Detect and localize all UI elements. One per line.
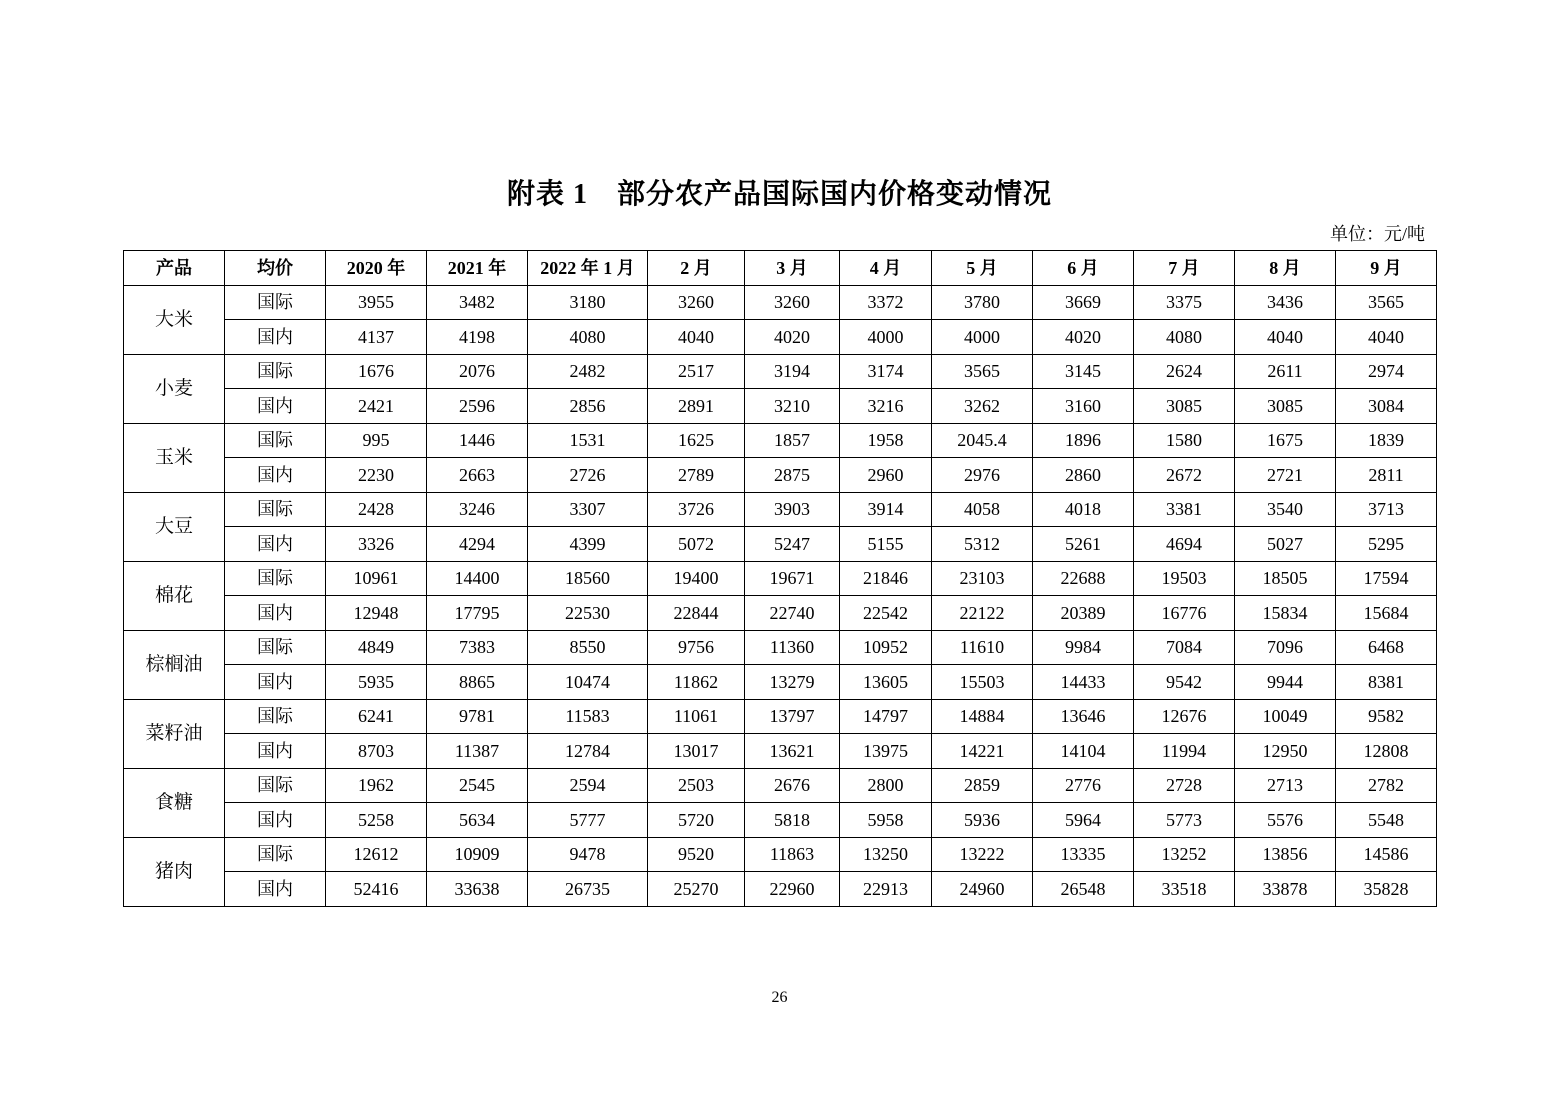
price-type-cell: 国际: [225, 561, 326, 596]
header-cell: 4 月: [840, 251, 932, 286]
price-value-cell: 11583: [528, 699, 648, 734]
price-value-cell: 25270: [648, 872, 745, 907]
price-value-cell: 6468: [1336, 630, 1437, 665]
price-value-cell: 14797: [840, 699, 932, 734]
table-row: [124, 768, 1437, 803]
price-value-cell: 3084: [1336, 389, 1437, 424]
price-value-cell: 2663: [427, 458, 528, 493]
price-value-cell: 4040: [1336, 320, 1437, 355]
price-value-cell: 4040: [1235, 320, 1336, 355]
price-type-cell: 国内: [225, 320, 326, 355]
table-row: [124, 527, 1437, 562]
price-value-cell: 2776: [1033, 768, 1134, 803]
price-value-cell: 3307: [528, 492, 648, 527]
price-value-cell: 5958: [840, 803, 932, 838]
price-value-cell: 33638: [427, 872, 528, 907]
product-name-cell: 食糖: [124, 768, 225, 837]
price-value-cell: 14586: [1336, 837, 1437, 872]
price-value-cell: 1839: [1336, 423, 1437, 458]
price-value-cell: 8381: [1336, 665, 1437, 700]
price-value-cell: 995: [326, 423, 427, 458]
price-value-cell: 3713: [1336, 492, 1437, 527]
price-value-cell: 11994: [1134, 734, 1235, 769]
price-value-cell: 3180: [528, 285, 648, 320]
price-value-cell: 4020: [1033, 320, 1134, 355]
header-cell: 2020 年: [326, 251, 427, 286]
price-value-cell: 14884: [932, 699, 1033, 734]
price-value-cell: 2974: [1336, 354, 1437, 389]
price-value-cell: 5312: [932, 527, 1033, 562]
header-cell: 2 月: [648, 251, 745, 286]
price-value-cell: 13279: [745, 665, 840, 700]
price-value-cell: 10961: [326, 561, 427, 596]
price-value-cell: 2517: [648, 354, 745, 389]
table-row: [124, 389, 1437, 424]
table-body: [124, 285, 1437, 906]
price-value-cell: 5634: [427, 803, 528, 838]
header-cell: 7 月: [1134, 251, 1235, 286]
price-type-cell: 国际: [225, 837, 326, 872]
price-value-cell: 4080: [528, 320, 648, 355]
price-value-cell: 4198: [427, 320, 528, 355]
product-name-cell: 大米: [124, 285, 225, 354]
price-value-cell: 33518: [1134, 872, 1235, 907]
header-cell: 6 月: [1033, 251, 1134, 286]
price-value-cell: 4000: [840, 320, 932, 355]
price-value-cell: 15503: [932, 665, 1033, 700]
price-value-cell: 23103: [932, 561, 1033, 596]
price-value-cell: 1625: [648, 423, 745, 458]
price-value-cell: 52416: [326, 872, 427, 907]
table-header-row: [124, 251, 1437, 286]
price-value-cell: 4694: [1134, 527, 1235, 562]
price-value-cell: 12784: [528, 734, 648, 769]
price-type-cell: 国际: [225, 492, 326, 527]
price-value-cell: 1531: [528, 423, 648, 458]
price-value-cell: 3565: [1336, 285, 1437, 320]
price-value-cell: 4399: [528, 527, 648, 562]
price-value-cell: 3372: [840, 285, 932, 320]
price-type-cell: 国际: [225, 354, 326, 389]
price-value-cell: 11863: [745, 837, 840, 872]
price-value-cell: 3914: [840, 492, 932, 527]
price-value-cell: 2713: [1235, 768, 1336, 803]
price-value-cell: 5964: [1033, 803, 1134, 838]
price-value-cell: 1580: [1134, 423, 1235, 458]
price-value-cell: 3174: [840, 354, 932, 389]
price-value-cell: 22530: [528, 596, 648, 631]
price-value-cell: 2875: [745, 458, 840, 493]
price-value-cell: 12676: [1134, 699, 1235, 734]
price-value-cell: 7096: [1235, 630, 1336, 665]
price-value-cell: 22960: [745, 872, 840, 907]
price-value-cell: 1962: [326, 768, 427, 803]
price-type-cell: 国际: [225, 423, 326, 458]
price-value-cell: 16776: [1134, 596, 1235, 631]
price-value-cell: 19503: [1134, 561, 1235, 596]
price-value-cell: 1857: [745, 423, 840, 458]
header-cell: 8 月: [1235, 251, 1336, 286]
price-value-cell: 13856: [1235, 837, 1336, 872]
header-cell: 5 月: [932, 251, 1033, 286]
price-value-cell: 14104: [1033, 734, 1134, 769]
price-value-cell: 9582: [1336, 699, 1437, 734]
price-value-cell: 7383: [427, 630, 528, 665]
price-value-cell: 9756: [648, 630, 745, 665]
price-value-cell: 22542: [840, 596, 932, 631]
price-table: [123, 250, 1437, 907]
price-value-cell: 2860: [1033, 458, 1134, 493]
price-type-cell: 国际: [225, 768, 326, 803]
price-value-cell: 5720: [648, 803, 745, 838]
price-value-cell: 5027: [1235, 527, 1336, 562]
price-value-cell: 2045.4: [932, 423, 1033, 458]
price-value-cell: 10952: [840, 630, 932, 665]
price-value-cell: 5258: [326, 803, 427, 838]
price-value-cell: 5936: [932, 803, 1033, 838]
price-value-cell: 18560: [528, 561, 648, 596]
price-value-cell: 2800: [840, 768, 932, 803]
table-row: [124, 872, 1437, 907]
price-value-cell: 3260: [745, 285, 840, 320]
price-value-cell: 3194: [745, 354, 840, 389]
price-value-cell: 2230: [326, 458, 427, 493]
price-value-cell: 3482: [427, 285, 528, 320]
table-row: [124, 630, 1437, 665]
price-value-cell: 3565: [932, 354, 1033, 389]
price-value-cell: 2503: [648, 768, 745, 803]
price-value-cell: 3260: [648, 285, 745, 320]
price-type-cell: 国内: [225, 734, 326, 769]
price-value-cell: 4058: [932, 492, 1033, 527]
product-name-cell: 菜籽油: [124, 699, 225, 768]
product-name-cell: 棕榈油: [124, 630, 225, 699]
price-value-cell: 5072: [648, 527, 745, 562]
price-value-cell: 4294: [427, 527, 528, 562]
price-type-cell: 国内: [225, 665, 326, 700]
price-type-cell: 国际: [225, 699, 326, 734]
table-title: 附表 1 部分农产品国际国内价格变动情况: [506, 179, 1052, 210]
price-value-cell: 14433: [1033, 665, 1134, 700]
price-value-cell: 3246: [427, 492, 528, 527]
price-value-cell: 5576: [1235, 803, 1336, 838]
price-value-cell: 2624: [1134, 354, 1235, 389]
table-row: [124, 561, 1437, 596]
price-value-cell: 9944: [1235, 665, 1336, 700]
price-value-cell: 12948: [326, 596, 427, 631]
price-value-cell: 3326: [326, 527, 427, 562]
header-cell: 9 月: [1336, 251, 1437, 286]
price-type-cell: 国内: [225, 872, 326, 907]
price-value-cell: 5155: [840, 527, 932, 562]
price-value-cell: 2976: [932, 458, 1033, 493]
price-value-cell: 7084: [1134, 630, 1235, 665]
price-value-cell: 2545: [427, 768, 528, 803]
price-value-cell: 3903: [745, 492, 840, 527]
price-value-cell: 26735: [528, 872, 648, 907]
price-value-cell: 2891: [648, 389, 745, 424]
price-value-cell: 2676: [745, 768, 840, 803]
price-value-cell: 22740: [745, 596, 840, 631]
price-value-cell: 4137: [326, 320, 427, 355]
price-value-cell: 5261: [1033, 527, 1134, 562]
product-name-cell: 猪肉: [124, 837, 225, 906]
price-value-cell: 3381: [1134, 492, 1235, 527]
price-value-cell: 3780: [932, 285, 1033, 320]
price-value-cell: 21846: [840, 561, 932, 596]
price-value-cell: 1675: [1235, 423, 1336, 458]
price-value-cell: 10049: [1235, 699, 1336, 734]
product-name-cell: 棉花: [124, 561, 225, 630]
price-value-cell: 12808: [1336, 734, 1437, 769]
price-value-cell: 19400: [648, 561, 745, 596]
price-type-cell: 国内: [225, 803, 326, 838]
price-value-cell: 4080: [1134, 320, 1235, 355]
price-value-cell: 5818: [745, 803, 840, 838]
price-value-cell: 2728: [1134, 768, 1235, 803]
price-value-cell: 33878: [1235, 872, 1336, 907]
price-value-cell: 8865: [427, 665, 528, 700]
price-value-cell: 10909: [427, 837, 528, 872]
price-value-cell: 4018: [1033, 492, 1134, 527]
price-value-cell: 5935: [326, 665, 427, 700]
price-value-cell: 10474: [528, 665, 648, 700]
price-value-cell: 4000: [932, 320, 1033, 355]
price-value-cell: 19671: [745, 561, 840, 596]
price-value-cell: 11862: [648, 665, 745, 700]
table-row: [124, 699, 1437, 734]
price-value-cell: 3210: [745, 389, 840, 424]
price-value-cell: 24960: [932, 872, 1033, 907]
price-value-cell: 17594: [1336, 561, 1437, 596]
price-value-cell: 11061: [648, 699, 745, 734]
price-value-cell: 2672: [1134, 458, 1235, 493]
price-value-cell: 22844: [648, 596, 745, 631]
price-value-cell: 13252: [1134, 837, 1235, 872]
price-value-cell: 9542: [1134, 665, 1235, 700]
price-value-cell: 13621: [745, 734, 840, 769]
price-value-cell: 14400: [427, 561, 528, 596]
price-value-cell: 3160: [1033, 389, 1134, 424]
price-value-cell: 1896: [1033, 423, 1134, 458]
price-value-cell: 5548: [1336, 803, 1437, 838]
table-row: [124, 596, 1437, 631]
price-value-cell: 2856: [528, 389, 648, 424]
price-value-cell: 3085: [1235, 389, 1336, 424]
price-value-cell: 2721: [1235, 458, 1336, 493]
price-type-cell: 国内: [225, 527, 326, 562]
header-cell: 2021 年: [427, 251, 528, 286]
price-value-cell: 18505: [1235, 561, 1336, 596]
header-cell: 产品: [124, 251, 225, 286]
price-value-cell: 22913: [840, 872, 932, 907]
price-value-cell: 3262: [932, 389, 1033, 424]
price-value-cell: 9520: [648, 837, 745, 872]
price-value-cell: 13222: [932, 837, 1033, 872]
price-value-cell: 15684: [1336, 596, 1437, 631]
table-row: [124, 492, 1437, 527]
price-value-cell: 3955: [326, 285, 427, 320]
price-type-cell: 国内: [225, 596, 326, 631]
price-value-cell: 5773: [1134, 803, 1235, 838]
price-value-cell: 11610: [932, 630, 1033, 665]
table-row: [124, 354, 1437, 389]
product-name-cell: 大豆: [124, 492, 225, 561]
price-value-cell: 4020: [745, 320, 840, 355]
price-value-cell: 12612: [326, 837, 427, 872]
price-value-cell: 2789: [648, 458, 745, 493]
price-type-cell: 国际: [225, 630, 326, 665]
page-number: 26: [771, 989, 788, 1006]
price-type-cell: 国内: [225, 458, 326, 493]
price-value-cell: 3540: [1235, 492, 1336, 527]
price-value-cell: 14221: [932, 734, 1033, 769]
price-type-cell: 国际: [225, 285, 326, 320]
price-value-cell: 8550: [528, 630, 648, 665]
price-value-cell: 1446: [427, 423, 528, 458]
price-value-cell: 2594: [528, 768, 648, 803]
table-row: [124, 665, 1437, 700]
price-value-cell: 3216: [840, 389, 932, 424]
price-value-cell: 9984: [1033, 630, 1134, 665]
price-value-cell: 5295: [1336, 527, 1437, 562]
table-row: [124, 734, 1437, 769]
price-value-cell: 20389: [1033, 596, 1134, 631]
price-value-cell: 2960: [840, 458, 932, 493]
table-row: [124, 837, 1437, 872]
price-value-cell: 2482: [528, 354, 648, 389]
price-value-cell: 2596: [427, 389, 528, 424]
price-value-cell: 2726: [528, 458, 648, 493]
price-value-cell: 5777: [528, 803, 648, 838]
price-value-cell: 17795: [427, 596, 528, 631]
price-value-cell: 13797: [745, 699, 840, 734]
header-cell: 3 月: [745, 251, 840, 286]
price-value-cell: 9478: [528, 837, 648, 872]
price-value-cell: 11387: [427, 734, 528, 769]
price-value-cell: 3145: [1033, 354, 1134, 389]
price-value-cell: 6241: [326, 699, 427, 734]
unit-label: 单位：元/吨: [1329, 224, 1425, 244]
header-cell: 2022 年 1 月: [528, 251, 648, 286]
price-value-cell: 4040: [648, 320, 745, 355]
price-value-cell: 5247: [745, 527, 840, 562]
price-value-cell: 3726: [648, 492, 745, 527]
price-value-cell: 2076: [427, 354, 528, 389]
price-value-cell: 2421: [326, 389, 427, 424]
product-name-cell: 玉米: [124, 423, 225, 492]
price-value-cell: 35828: [1336, 872, 1437, 907]
price-value-cell: 1958: [840, 423, 932, 458]
price-value-cell: 13250: [840, 837, 932, 872]
table-row: [124, 285, 1437, 320]
price-value-cell: 26548: [1033, 872, 1134, 907]
price-value-cell: 9781: [427, 699, 528, 734]
price-value-cell: 11360: [745, 630, 840, 665]
price-value-cell: 15834: [1235, 596, 1336, 631]
price-value-cell: 8703: [326, 734, 427, 769]
price-value-cell: 12950: [1235, 734, 1336, 769]
price-value-cell: 22122: [932, 596, 1033, 631]
table-row: [124, 803, 1437, 838]
price-value-cell: 3085: [1134, 389, 1235, 424]
price-value-cell: 2859: [932, 768, 1033, 803]
price-value-cell: 1676: [326, 354, 427, 389]
price-value-cell: 2811: [1336, 458, 1437, 493]
product-name-cell: 小麦: [124, 354, 225, 423]
price-value-cell: 3669: [1033, 285, 1134, 320]
price-value-cell: 13605: [840, 665, 932, 700]
price-value-cell: 13975: [840, 734, 932, 769]
price-value-cell: 13017: [648, 734, 745, 769]
price-value-cell: 2428: [326, 492, 427, 527]
header-cell: 均价: [225, 251, 326, 286]
price-value-cell: 4849: [326, 630, 427, 665]
price-value-cell: 13646: [1033, 699, 1134, 734]
price-type-cell: 国内: [225, 389, 326, 424]
table-row: [124, 320, 1437, 355]
price-value-cell: 22688: [1033, 561, 1134, 596]
table-row: [124, 423, 1437, 458]
price-value-cell: 13335: [1033, 837, 1134, 872]
price-value-cell: 3375: [1134, 285, 1235, 320]
table-row: [124, 458, 1437, 493]
price-value-cell: 3436: [1235, 285, 1336, 320]
price-value-cell: 2782: [1336, 768, 1437, 803]
price-value-cell: 2611: [1235, 354, 1336, 389]
